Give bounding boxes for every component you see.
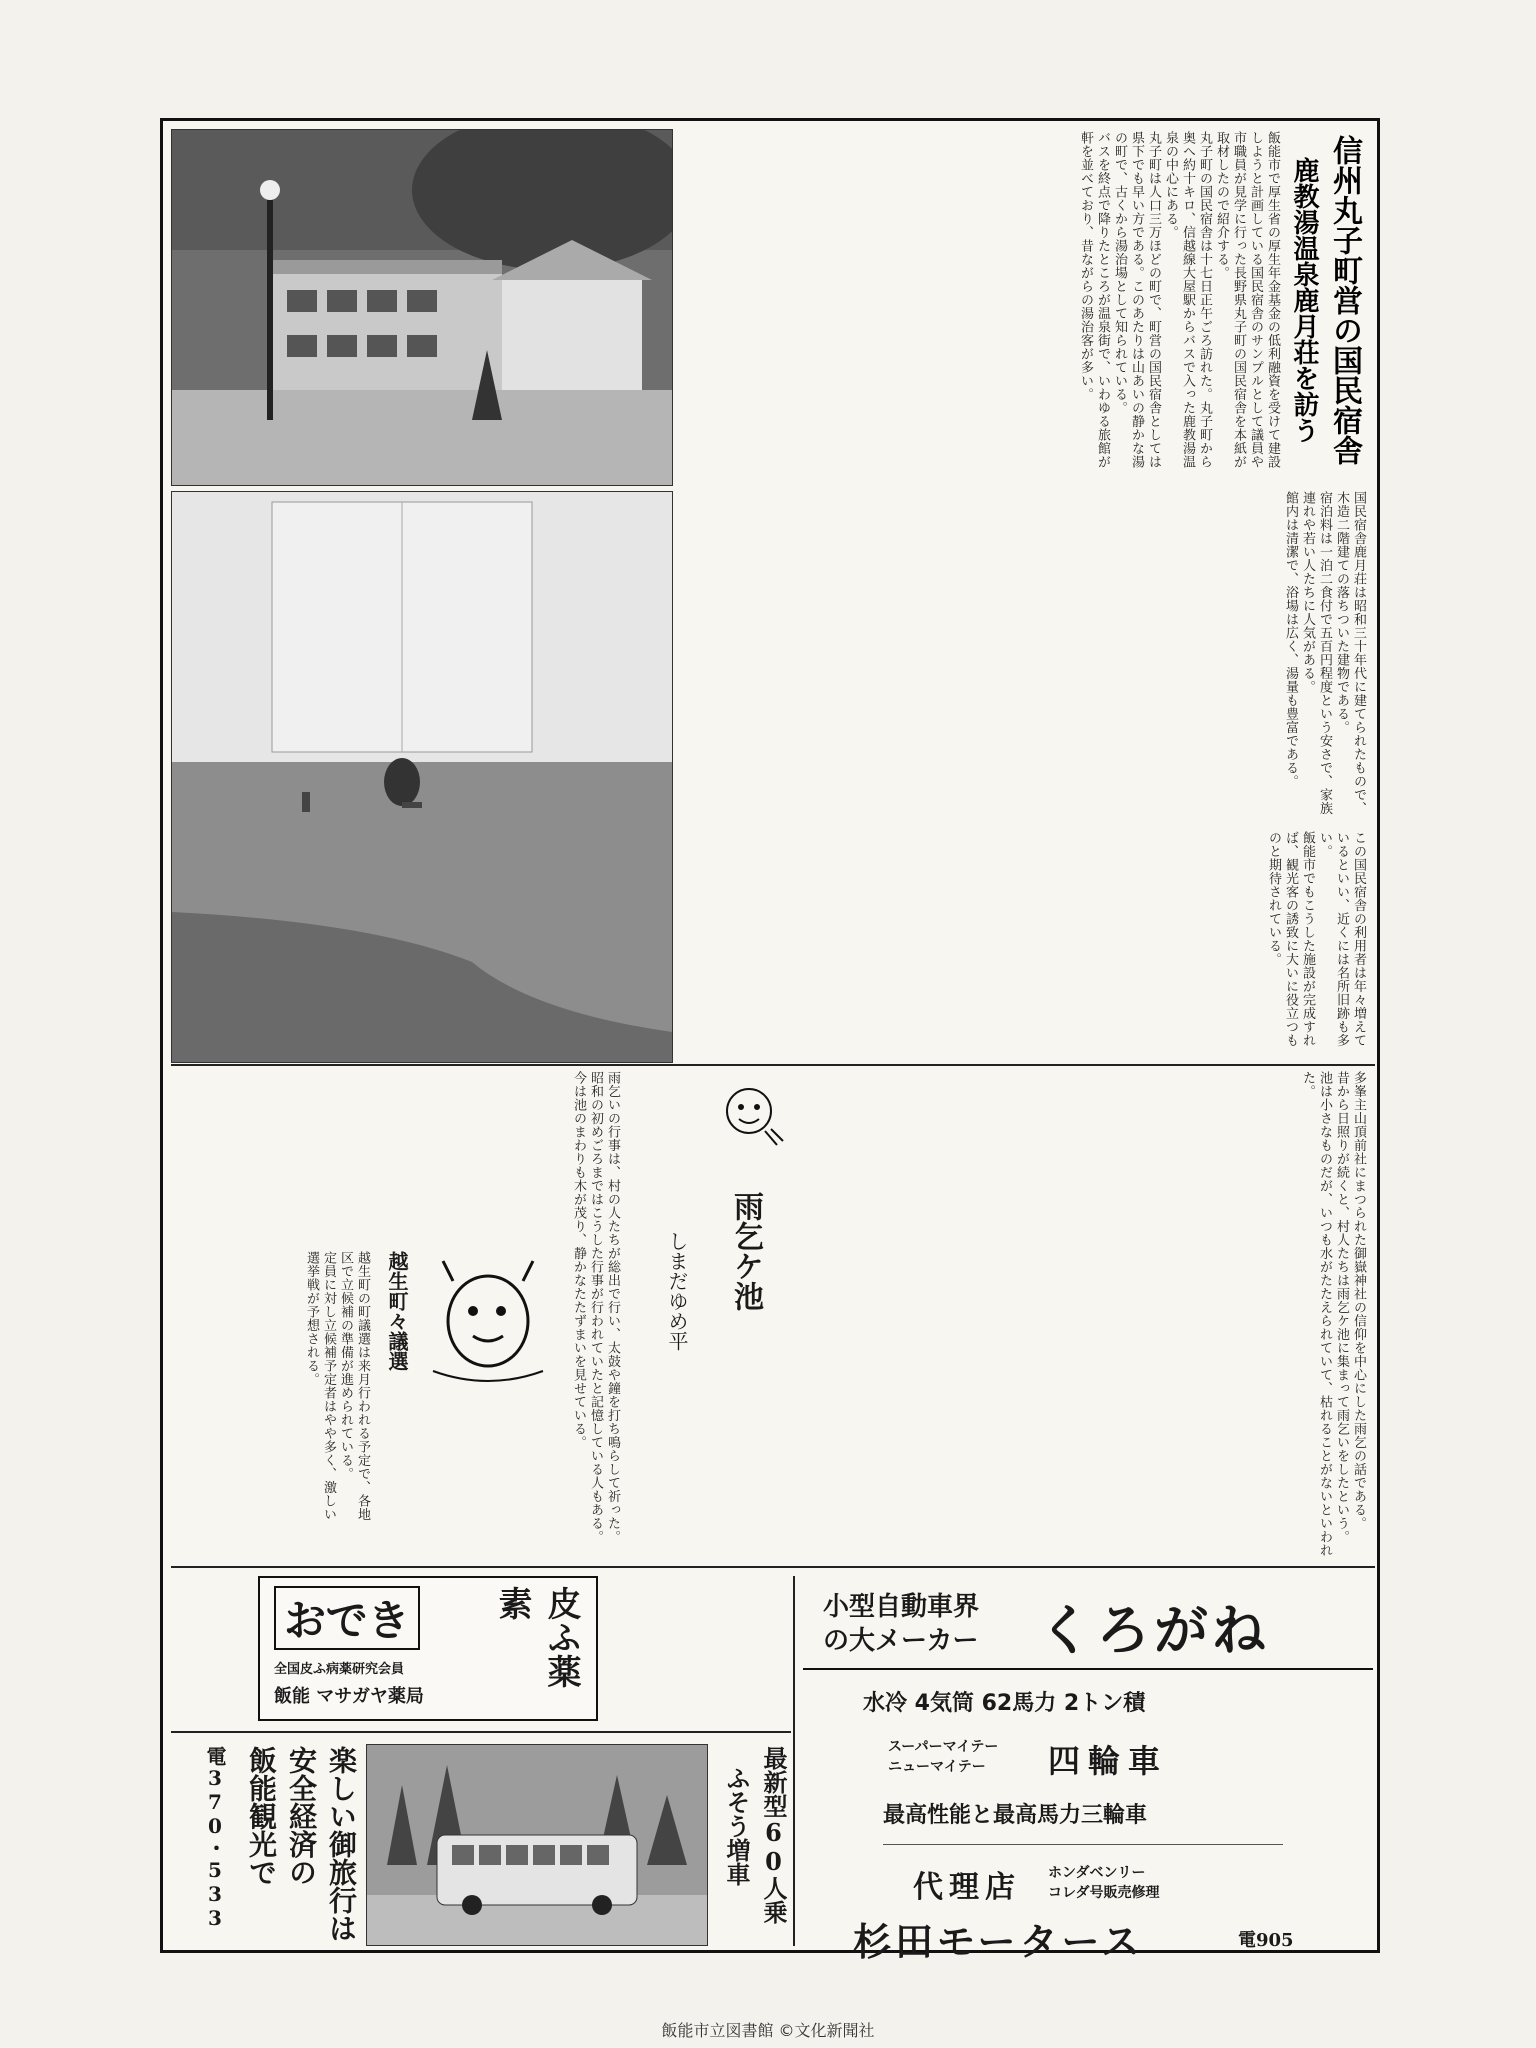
cloud-illustration (719, 1081, 789, 1151)
ad-kurogane-agent-sub1: ホンダベンリー (1048, 1865, 1146, 1881)
ad-kurogane-agent-label: 代理店 (913, 1870, 1021, 1905)
ad-oki (258, 1576, 598, 1721)
article-paragraph: バスを終点で降りたところが温泉街で、いわゆる旅館が軒を並べており、昔ながらの湯治客が多い。 (1078, 131, 1110, 469)
article-paragraph: 国民宿舎鹿月荘は昭和三十年代に建てられたもので、木造二階建ての落ちついた建物である。 (1334, 491, 1366, 815)
ad-kurogane-model1: スーパーマイテー (888, 1739, 999, 1755)
ad-kurogane-dealer: 杉田モータース (853, 1920, 1144, 1964)
ad-oki-product: 皮ふ薬素 (492, 1586, 581, 1688)
headline-line-2: 鹿教湯温泉鹿月荘を訪う (1289, 157, 1319, 443)
ad-bus (171, 1736, 791, 1951)
article-paragraph: 飯能市でもこうした施設が完成すれば、観光客の誘致に大いに役立つものと期待されている。 (1266, 831, 1315, 1047)
ad-bus-phone: 電370・533 (203, 1746, 227, 1930)
divider-horizontal (171, 1064, 1375, 1066)
article-body-middle (682, 491, 1367, 821)
ad-oki-brand: おでき (274, 1586, 420, 1650)
article-body-top (881, 131, 1281, 481)
reader-voice-illustration (423, 1231, 553, 1391)
ad-bus-line1: 楽しい御旅行は (325, 1746, 358, 1942)
essay-paragraph: 昭和の初めごろまではこうした行事が行われていたと記憶している人もある。 (588, 1071, 603, 1544)
ad-kurogane-brand: くろがね (1038, 1598, 1270, 1662)
essay-paragraph: 雨乞いの行事は、村の人たちが総出で行い、太鼓や鐘を打ち鳴らして祈った。 (605, 1071, 620, 1544)
column-paragraph: 定員に対し立候補予定者はやや多く、激しい選挙戦が予想される。 (304, 1251, 336, 1521)
ad-kurogane (803, 1576, 1373, 1946)
ad-oki-line2: 飯能 マサガヤ薬局 (274, 1686, 424, 1707)
column-title: 越生町々議選 (385, 1251, 409, 1371)
ad-bus-line3: 飯能観光で (245, 1746, 278, 1886)
photo-inn-building (171, 129, 673, 486)
ad-bus-line2: 安全経済の (285, 1746, 318, 1886)
divider-vertical-ads (793, 1576, 795, 1946)
ad-bus-side1: 最新型60人乗 (759, 1746, 788, 1924)
bath-image (172, 492, 672, 1062)
ad-kurogane-spec: 水冷 4気筒 62馬力 2トン積 (863, 1691, 1146, 1716)
article-body-lower (682, 831, 1367, 1056)
divider-ads (171, 1566, 1375, 1568)
ad-kurogane-rule-2 (883, 1844, 1283, 1845)
essay-paragraph: 昔から日照りが続くと、村人たちは雨乞ケ池に集まって雨乞いをしたという。 (1334, 1071, 1349, 1544)
ad-kurogane-phone: 電905 (1238, 1930, 1294, 1951)
ad-kurogane-rule (803, 1668, 1373, 1670)
essay-paragraph: 今は池のまわりも木が茂り、静かなたたずまいを見せている。 (571, 1071, 586, 1449)
ad-kurogane-agent-sub2: コレダ号販売修理 (1048, 1885, 1160, 1901)
headline-line-1: 信州丸子町営の国民宿舎 (1327, 135, 1362, 465)
essay-body-right (1037, 1071, 1367, 1561)
article-paragraph: この国民宿舎の利用者は年々増えているといい、近くには名所旧跡も多い。 (1317, 831, 1366, 1047)
column-illustration (423, 1231, 553, 1391)
ad-kurogane-tagline: 最高性能と最高馬力三輪車 (883, 1803, 1148, 1828)
essay-author: しまだゆめ平 (665, 1231, 689, 1351)
ad-kurogane-model2: ニューマイテー (888, 1759, 986, 1775)
article-paragraph: 丸子町の国民宿舎は十七日正午ごろ訪れた。丸子町から奥へ約十キロ、信越線大屋駅からバスで入った鹿教湯温泉の中心にある。 (1163, 131, 1212, 469)
column-paragraph: 越生町の町議選は来月行われる予定で、各地区で立候補の準備が進められている。 (338, 1251, 370, 1521)
article-paragraph: 飯能市で厚生省の厚生年金基金の低利融資を受けて建設しようと計画している国民宿舎のサンプルとして議員や市職員が見学に行った長野県丸子町の国民宿舎を本紙が取材したので紹介する。 (1214, 131, 1280, 469)
ad-kurogane-lead2: の大メーカー (823, 1626, 979, 1656)
photo-bus (366, 1744, 708, 1946)
headline-sub (1287, 157, 1321, 497)
ad-kurogane-lead1: 小型自動車界 (823, 1592, 980, 1622)
inn-building-image (172, 130, 672, 485)
ad-oki-line1: 全国皮ふ病薬研究会員 (274, 1662, 405, 1677)
ad-kurogane-model-type: 四輪車 (1048, 1742, 1169, 1780)
ad-bus-side2: ふそう増車 (722, 1766, 751, 1886)
essay-title-block (623, 1071, 803, 1401)
article-paragraph: 丸子町は人口三万ほどの町で、町営の国民宿舎としては県下でも早い方である。このあたりは山あいの静かな湯の町で、古くから湯治場として知られている。 (1112, 131, 1161, 469)
essay-title: 雨乞ケ池 (728, 1191, 763, 1311)
article-paragraph: 館内は清潔で、浴場は広く、湯量も豊富である。 (1283, 491, 1298, 788)
newspaper-page (160, 118, 1380, 1964)
essay-paragraph: 多峯主山頂前社にまつられた御嶽神社の信仰を中心にした雨乞の話である。 (1351, 1071, 1366, 1530)
headline-main (1325, 135, 1363, 475)
essay-paragraph: 池は小さなものだが、いつも水がたたえられていて、枯れることがないといわれた。 (1300, 1071, 1332, 1557)
column-body (171, 1251, 371, 1521)
bus-image (367, 1745, 707, 1945)
footer-credit: 飯能市立図書館 ©文化新聞社 (661, 2021, 875, 2040)
article-paragraph: 宿泊料は一泊二食付で五百円程度という安さで、家族連れや若い人たちに人気がある。 (1300, 491, 1332, 815)
divider-ad-oki (171, 1731, 791, 1733)
photo-bath (171, 491, 673, 1063)
